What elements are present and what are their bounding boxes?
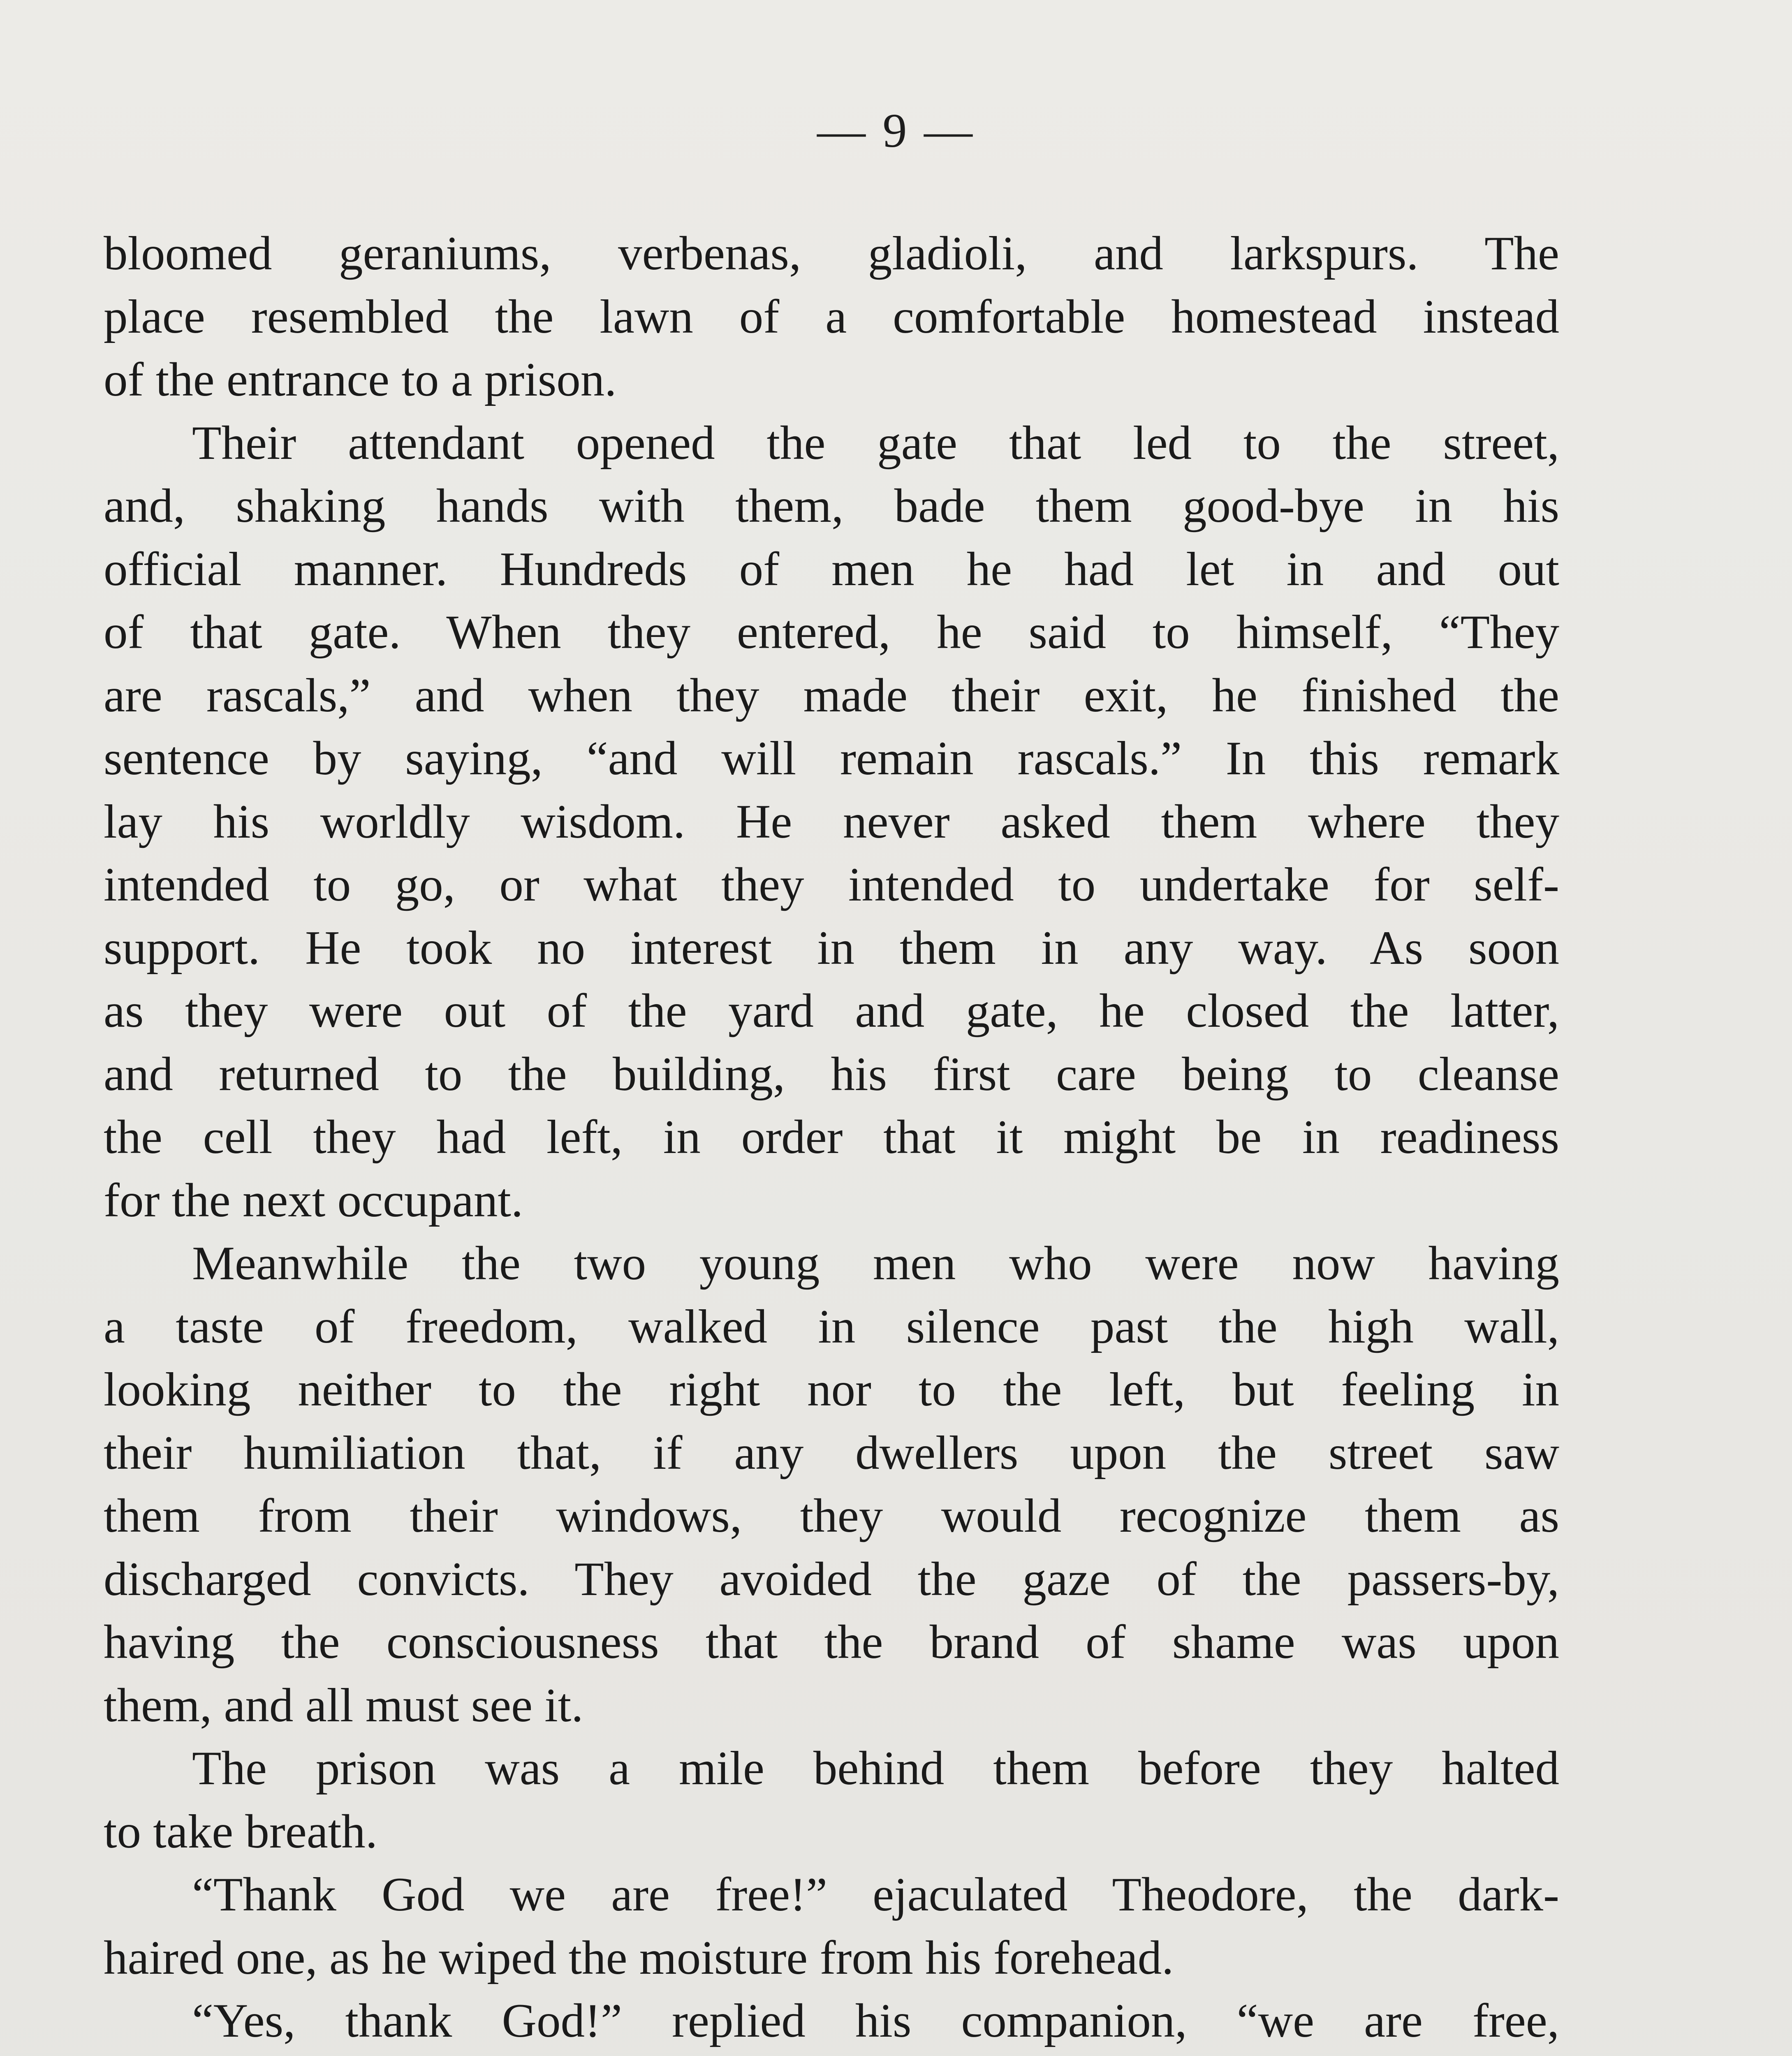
text-line: lay his worldly wisdom. He never asked them where they [104,795,1559,848]
text-line: of that gate. When they entered, he said to himself, “They [104,606,1559,659]
text-line: and returned to the building, his first care being to cleanse [104,1047,1559,1101]
text-line: discharged convicts. They avoided the gaze of the passers-by, [104,1552,1559,1606]
text-line: for the next occupant. [104,1174,523,1227]
text-line: official manner. Hundreds of men he had let in and out [104,542,1559,596]
text-line: and, shaking hands with them, bade them good-bye in his [104,479,1559,533]
text-line: bloomed geraniums, verbenas, gladioli, and larkspurs. The [104,227,1559,280]
text-line: support. He took no interest in them in any way. As soon [104,921,1559,975]
text-line: intended to go, or what they intended to undertake for self- [104,858,1559,911]
text-line: Their attendant opened the gate that led to the street, [192,416,1559,470]
text-line: a taste of freedom, walked in silence past the high wall, [104,1300,1559,1353]
text-line: them, and all must see it. [104,1679,583,1732]
text-line: “Thank God we are free!” ejaculated Theodore, the dark- [192,1868,1559,1921]
page-number: — 9 — [817,104,975,157]
text-line: their humiliation that, if any dwellers upon the street saw [104,1426,1559,1479]
text-line: are rascals,” and when they made their exit, he finished the [104,669,1559,722]
text-line: to take breath. [104,1805,377,1858]
text-line: the cell they had left, in order that it might be in readiness [104,1111,1559,1164]
text-line: sentence by saying, “and will remain rascals.” In this remark [104,732,1559,785]
text-line: Meanwhile the two young men who were now having [192,1237,1559,1290]
text-line: having the consciousness that the brand of shame was upon [104,1616,1559,1669]
text-line: “Yes, thank God!” replied his companion, “we are free, [192,1994,1559,2047]
text-line: haired one, as he wiped the moisture from his forehead. [104,1931,1174,1984]
text-line: place resembled the lawn of a comfortable homestead instead [104,290,1559,343]
body-text [104,222,1559,2056]
text-line: The prison was a mile behind them before they halted [192,1742,1559,1795]
text-line: looking neither to the right nor to the left, but feeling in [104,1363,1559,1416]
text-line: them from their windows, they would recognize them as [104,1489,1559,1542]
text-line: as they were out of the yard and gate, he closed the latter, [104,984,1559,1037]
text-line [104,2053,1559,2056]
text-line: of the entrance to a prison. [104,353,617,406]
